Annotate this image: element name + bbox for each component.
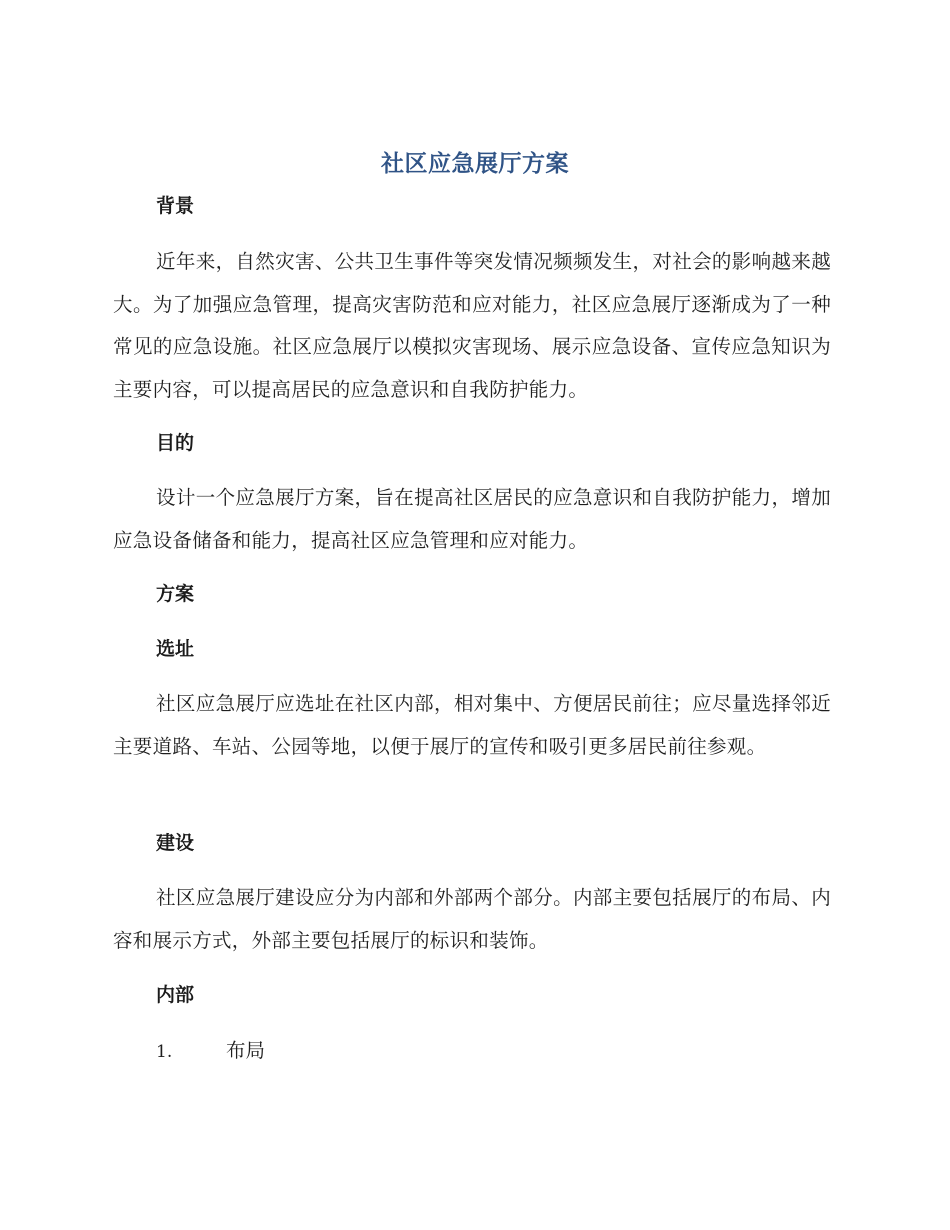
heading-background: 背景 — [156, 195, 195, 217]
paragraph-site: 社区应急展厅应选址在社区内部，相对集中、方便居民前往；应尽量选择邻近主要道路、车站、公园等地，以便于展厅的宣传和吸引更多居民前往参观。 — [113, 692, 831, 758]
list-number: 1. — [156, 1042, 173, 1062]
heading-site: 选址 — [156, 638, 195, 660]
list-label: 布局 — [226, 1039, 266, 1062]
heading-interior: 内部 — [156, 984, 195, 1006]
heading-purpose: 目的 — [156, 432, 195, 454]
heading-build: 建设 — [156, 832, 195, 854]
paragraph-background: 近年来，自然灾害、公共卫生事件等突发情况频频发生，对社会的影响越来越大。为了加强应急管理，提高灾害防范和应对能力，社区应急展厅逐渐成为了一种常见的应急设施。社区应急展厅以模拟灾害现场、展示应急设备、宣传应急知识为主要内容，可以提高居民的应急意识和自我防护能力。 — [113, 250, 831, 401]
document-title: 社区应急展厅方案 — [381, 151, 569, 177]
paragraph-purpose: 设计一个应急展厅方案，旨在提高社区居民的应急意识和自我防护能力，增加应急设备储备和能力，提高社区应急管理和应对能力。 — [113, 486, 831, 552]
paragraph-build: 社区应急展厅建设应分为内部和外部两个部分。内部主要包括展厅的布局、内容和展示方式，外部主要包括展厅的标识和装饰。 — [113, 886, 831, 952]
list-item — [156, 1034, 265, 1069]
heading-plan: 方案 — [156, 583, 195, 605]
